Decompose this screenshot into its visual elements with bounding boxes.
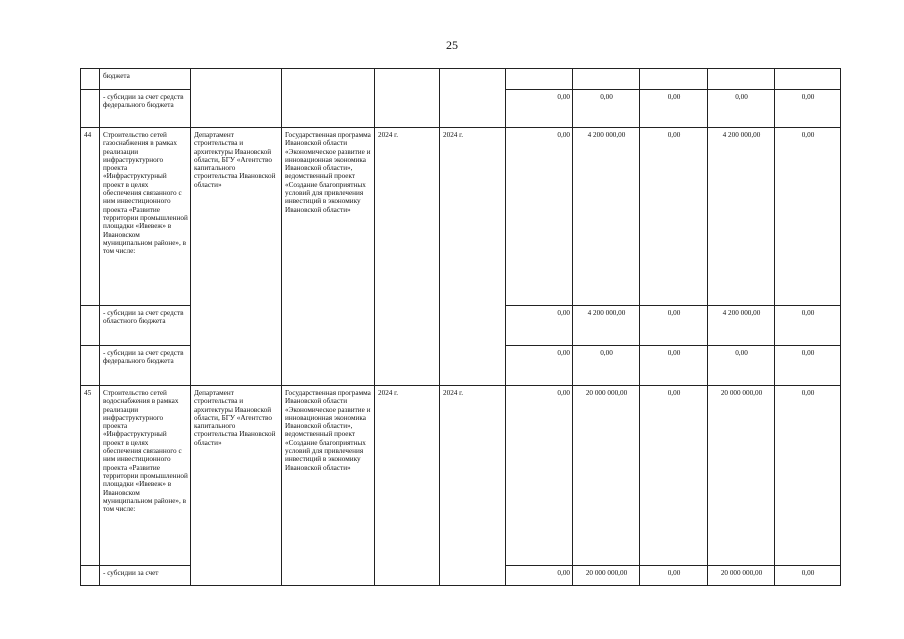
cell-name: бюджета — [100, 69, 191, 90]
cell-value — [506, 69, 573, 90]
cell-no — [81, 69, 100, 90]
cell-value: 20 000 000,00 — [708, 566, 775, 586]
cell-value — [775, 69, 841, 90]
cell-value: 4 200 000,00 — [708, 306, 775, 346]
cell-value: 0,00 — [775, 306, 841, 346]
cell-end — [440, 69, 506, 128]
cell-value: 0,00 — [708, 90, 775, 128]
cell-end: 2024 г. — [440, 128, 506, 386]
cell-value: 0,00 — [506, 90, 573, 128]
cell-value: 0,00 — [640, 128, 708, 306]
cell-value: 0,00 — [640, 386, 708, 566]
cell-no — [81, 90, 100, 128]
cell-value: 0,00 — [775, 90, 841, 128]
cell-no — [81, 306, 100, 346]
cell-value — [640, 69, 708, 90]
cell-name: - субсидии за счет — [100, 566, 191, 586]
cell-executor — [191, 69, 282, 128]
cell-name: - субсидии за счет средств федерального бюджета — [100, 90, 191, 128]
cell-start: 2024 г. — [375, 386, 440, 586]
cell-start — [375, 69, 440, 128]
cell-value: 0,00 — [573, 90, 640, 128]
cell-executor: Департамент строительства и архитектуры Ивановской области, БГУ «Агентство капитального строительства Ивановской области» — [191, 128, 282, 386]
cell-value — [573, 69, 640, 90]
cell-value: 0,00 — [775, 386, 841, 566]
budget-table — [80, 68, 841, 586]
table-row — [81, 69, 841, 90]
cell-value: 0,00 — [506, 346, 573, 386]
cell-executor: Департамент строительства и архитектуры Ивановской области, БГУ «Агентство капитального строительства Ивановской области» — [191, 386, 282, 586]
cell-value: 0,00 — [506, 566, 573, 586]
cell-program: Государственная программа Ивановской области «Экономическое развитие и инновационная экономика Ивановской области», ведомственный проект «Создание благоприятных условий для привлечения инвестиций в экономику Ивановской области» — [282, 386, 375, 586]
cell-program: Государственная программа Ивановской области «Экономическое развитие и инновационная экономика Ивановской области», ведомственный проект «Создание благоприятных условий для привлечения инвестиций в экономику Ивановской области» — [282, 128, 375, 386]
cell-name: Строительство сетей водоснабжения в рамках реализации инфраструктурного проекта «Инфраструктурный проект в целях обеспечения связанного с ним инвестиционного проекта «Развитие территории промышленной площадки «Ивевеж» в Ивановском муниципальном районе», в том числе: — [100, 386, 191, 566]
table-row — [81, 386, 841, 566]
cell-value: 0,00 — [775, 566, 841, 586]
cell-name: - субсидии за счет средств областного бюджета — [100, 306, 191, 346]
table-row — [81, 128, 841, 306]
cell-value: 20 000 000,00 — [573, 566, 640, 586]
cell-value: 0,00 — [640, 306, 708, 346]
cell-start: 2024 г. — [375, 128, 440, 386]
cell-no — [81, 346, 100, 386]
cell-value: 0,00 — [506, 128, 573, 306]
cell-value: 0,00 — [775, 128, 841, 306]
cell-value: 20 000 000,00 — [708, 386, 775, 566]
cell-no: 44 — [81, 128, 100, 306]
cell-value: 0,00 — [506, 386, 573, 566]
cell-value: 0,00 — [640, 346, 708, 386]
cell-no — [81, 566, 100, 586]
cell-value — [708, 69, 775, 90]
cell-value: 4 200 000,00 — [708, 128, 775, 306]
cell-value: 20 000 000,00 — [573, 386, 640, 566]
cell-program — [282, 69, 375, 128]
cell-end: 2024 г. — [440, 386, 506, 586]
cell-name: Строительство сетей газоснабжения в рамках реализации инфраструктурного проекта «Инфраструктурный проект в целях обеспечения связанного с ним инвестиционного проекта «Развитие территории промышленной площадки «Ивевеж» в Ивановском муниципальном районе», в том числе: — [100, 128, 191, 306]
cell-value: 0,00 — [573, 346, 640, 386]
page-number: 25 — [446, 38, 458, 52]
cell-value: 0,00 — [640, 90, 708, 128]
cell-name: - субсидии за счет средств федерального бюджета — [100, 346, 191, 386]
cell-no: 45 — [81, 386, 100, 566]
cell-value: 0,00 — [640, 566, 708, 586]
cell-value: 0,00 — [775, 346, 841, 386]
cell-value: 4 200 000,00 — [573, 306, 640, 346]
cell-value: 0,00 — [708, 346, 775, 386]
cell-value: 0,00 — [506, 306, 573, 346]
cell-value: 4 200 000,00 — [573, 128, 640, 306]
